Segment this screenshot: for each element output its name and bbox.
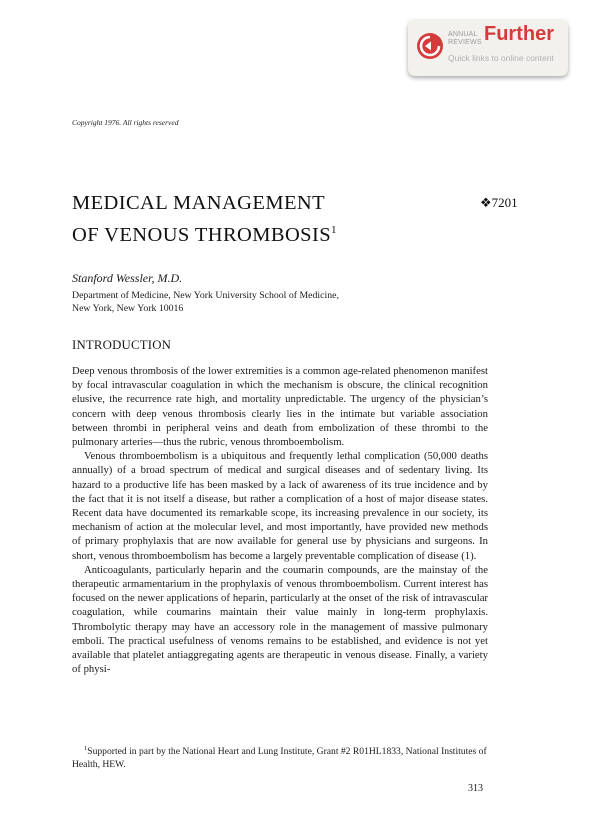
circular-arrow-icon	[416, 32, 444, 60]
paragraph: Anticoagulants, particularly heparin and the coumarin compounds, are the mainstay of the therapeutic armamentarium in the prophylaxis of venous thromboembolism. Current interest has focused on the newer applications of heparin, particularly at the onset of the risk of intravascular coagulation, while coumarins maintain their value mainly in long-term prophylaxis. Thrombolytic therapy may have an accessory role in the management of massive pulmonary emboli. The practical usefulness of venoms remains to be established, and evidence is not yet available that platelet antiaggregating agents are therapeutic in venous disease. Finally, a variety of physi-	[72, 563, 488, 676]
author-name: Stanford Wessler, M.D.	[72, 271, 183, 285]
publisher-name: ANNUAL REVIEWS	[448, 31, 482, 46]
author-affiliation: Department of Medicine, New York University School of Medicine, New York, New York 10016	[72, 290, 339, 314]
page-number: 313	[468, 783, 483, 794]
copyright-notice: Copyright 1976. All rights reserved	[72, 118, 179, 127]
title-line-1: MEDICAL MANAGEMENT	[72, 192, 325, 214]
title-line-2: OF VENOUS THROMBOSIS$^1$	[72, 224, 337, 246]
footnote	[72, 742, 488, 771]
title-footnote-marker: 1	[331, 224, 337, 236]
footnote-marker: 1	[84, 745, 88, 752]
footnote-text: Supported in part by the National Heart and Lung Institute, Grant #2 R01HL1833, National Institutes of Health, HEW.	[72, 746, 487, 770]
body-text	[72, 364, 488, 676]
article-title	[72, 190, 337, 249]
article-code: ❖7201	[480, 195, 518, 210]
further-label: Further	[484, 23, 554, 45]
paragraph: Venous thromboembolism is a ubiquitous and frequently lethal complication (50,000 deaths annually) of a broad spectrum of medical and surgical diseases and of sedentary living. Its hazard to a productive life has been masked by a lack of awareness of its true incidence and by the fact that it is not itself a disease, but rather a complication of a host of major disease states. Recent data have documented its remarkable scope, its increasing prevalence in our society, its mechanism of action at the molecular level, and most importantly, have provided new methods of primary prophylaxis that are now available for general use by physicians and surgeons. In short, venous thromboembolism has become a largely preventable complication of disease (1).	[72, 450, 488, 562]
further-badge[interactable]	[408, 20, 568, 76]
further-subtitle: Quick links to online content	[448, 53, 554, 63]
paragraph: Deep venous thrombosis of the lower extremities is a common age-related phenomenon manifest by focal intravascular coagulation in which the mechanism is obscure, the clinical recognition elusive, the recurrence rate high, and mortality unpredictable. The urgency of the physician’s concern with deep venous thrombosis clearly lies in the intimate but variable association between thrombi in peripheral veins and death from embolization of these thrombi to the pulmonary arteries—thus the rubric, venous thromboembolism.	[72, 365, 488, 449]
section-heading: INTRODUCTION	[72, 338, 172, 352]
